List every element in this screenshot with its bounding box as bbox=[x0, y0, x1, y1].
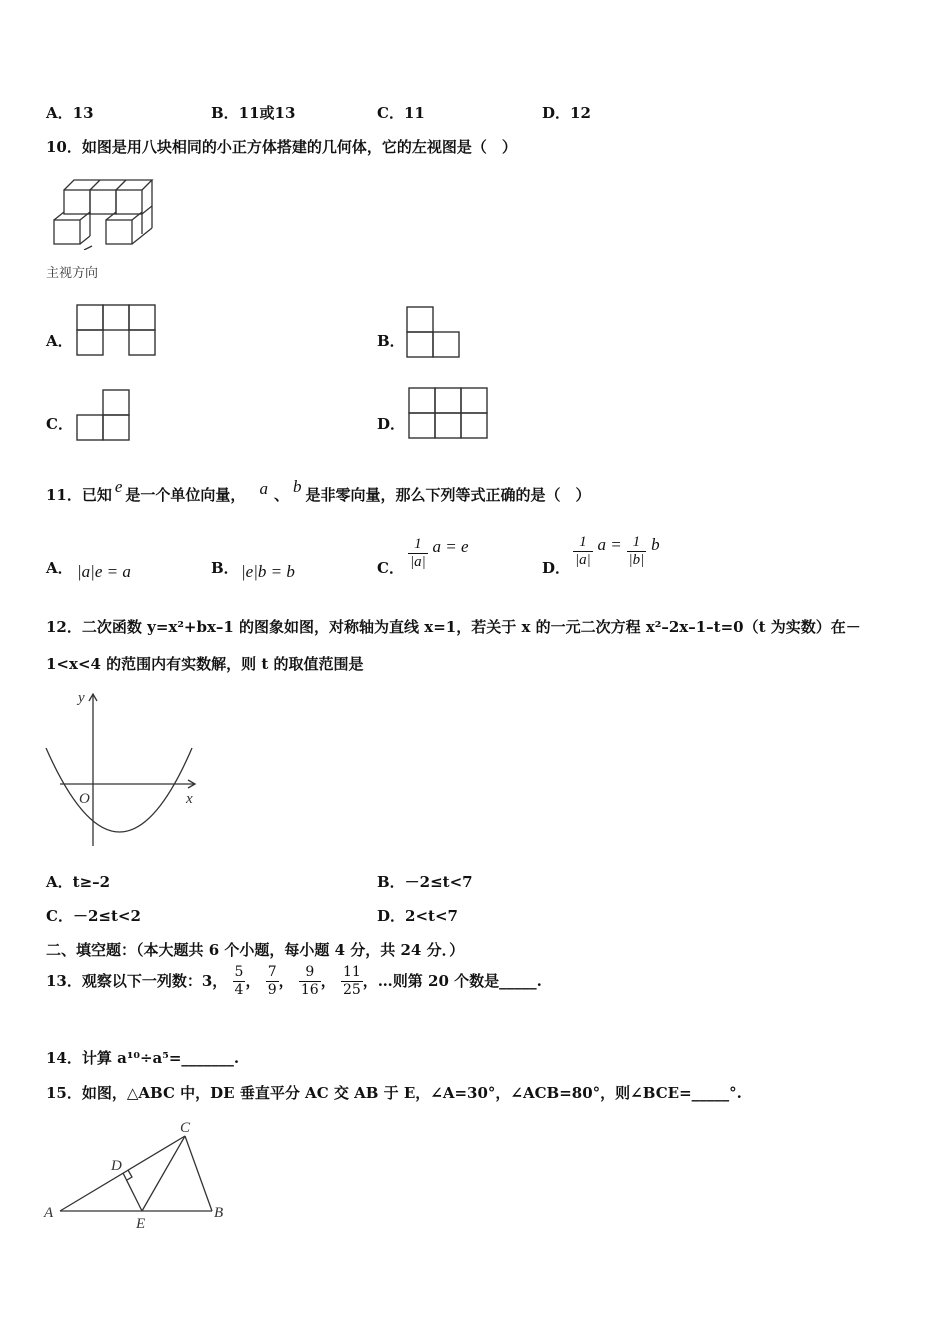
q12-axis-x-label: x bbox=[186, 791, 193, 807]
q10-caption: 主视方向 bbox=[46, 266, 99, 281]
q11-option-b-math: |e|b = b bbox=[241, 562, 295, 581]
q11-option-c-label: C． bbox=[377, 559, 404, 577]
q15-stem: 15．如图，△ABC 中，DE 垂直平分 AC 交 AB 于 E，∠A=30°，∠ACB=80°，则∠BCE=_____°. bbox=[46, 1084, 742, 1102]
q11-stem bbox=[46, 477, 591, 505]
q15-label-b: B bbox=[214, 1205, 224, 1221]
q12-stem-line1: 12．二次函数 y=x²+bx–1 的图象如图，对称轴为直线 x=1，若关于 x 的一元二次方程 x²–2x–1–t=0（t 为实数）在－ bbox=[46, 618, 861, 636]
q11-option-c-fraction bbox=[408, 536, 428, 571]
q13-stem bbox=[46, 964, 542, 999]
q13-fraction-4-num: 11 bbox=[342, 964, 361, 980]
q10-option-c-figure bbox=[76, 389, 132, 443]
q11-stem-suffix: 是非零向量，那么下列等式正确的是（ ） bbox=[305, 486, 591, 504]
q13-fraction-2 bbox=[266, 964, 279, 999]
q13-suffix: ，…则第 20 个数是_____. bbox=[362, 972, 542, 990]
q9-option-c: C．11 bbox=[377, 104, 425, 122]
q11-option-b-label: B． bbox=[211, 559, 239, 577]
q12-option-a: A．t≥–2 bbox=[46, 873, 111, 891]
q13-fraction-2-num: 7 bbox=[267, 964, 277, 980]
q10-option-d-label: D． bbox=[377, 415, 406, 433]
section-heading-fill-in: 二、填空题：（本大题共 6 个小题，每小题 4 分，共 24 分．） bbox=[46, 941, 465, 959]
q11-option-c-math bbox=[408, 536, 469, 571]
q12-stem-line2: 1<x<4 的范围内有实数解，则 t 的取值范围是 bbox=[46, 655, 364, 673]
q11-option-d-fraction-2 bbox=[627, 534, 647, 569]
q13-comma: ， bbox=[320, 972, 336, 990]
q11-option-d-label: D． bbox=[542, 559, 571, 577]
q13-fraction-2-den: 9 bbox=[267, 982, 277, 998]
q11-option-d-mid: a = bbox=[597, 534, 622, 554]
q13-comma: ， bbox=[245, 972, 261, 990]
q13-comma: ， bbox=[278, 972, 294, 990]
q10-option-c-label: C． bbox=[46, 415, 73, 433]
q11-stem-prefix: 11．已知 bbox=[46, 486, 112, 504]
q11-option-d-den1: |a| bbox=[575, 552, 591, 568]
q12-origin-label: O bbox=[79, 791, 90, 807]
q11-var-e: e bbox=[114, 477, 123, 496]
q11-option-d-math bbox=[573, 534, 660, 569]
q14-stem: 14．计算 a¹⁰÷a⁵=_______. bbox=[46, 1049, 240, 1067]
q13-fraction-3-den: 16 bbox=[300, 982, 319, 998]
q10-option-a-label: A． bbox=[46, 332, 73, 350]
q10-option-a-figure bbox=[76, 304, 158, 358]
q11-option-a-label: A． bbox=[46, 559, 73, 577]
q12-option-c: C．－2≤t<2 bbox=[46, 907, 141, 925]
q11-var-a: a bbox=[259, 479, 268, 498]
q11-sep: 、 bbox=[273, 486, 289, 504]
q13-fraction-3-num: 9 bbox=[299, 964, 321, 982]
q11-option-a-math: |a|e = a bbox=[77, 562, 131, 581]
q9-option-d: D．12 bbox=[542, 104, 591, 122]
q15-label-e: E bbox=[136, 1216, 146, 1232]
q11-option-c-num: 1 bbox=[408, 536, 428, 554]
q13-fraction-3 bbox=[299, 964, 321, 999]
q13-fraction-1-num: 5 bbox=[234, 964, 244, 980]
q11-option-d-num1: 1 bbox=[573, 534, 593, 552]
q12-axis-y-label: y bbox=[78, 690, 85, 706]
q11-option-d-den2: |b| bbox=[628, 552, 645, 568]
q11-option-d-fraction-1 bbox=[573, 534, 593, 569]
q10-option-b-figure bbox=[406, 306, 462, 360]
q10-cube-figure bbox=[44, 172, 159, 250]
q10-stem: 10．如图是用八块相同的小正方体搭建的几何体，它的左视图是（ ） bbox=[46, 138, 517, 156]
q9-option-a: A．13 bbox=[46, 104, 94, 122]
q11-stem-mid: 是一个单位向量， bbox=[125, 486, 246, 504]
q13-fraction-4-den: 25 bbox=[342, 982, 361, 998]
q13-fraction-1 bbox=[233, 964, 246, 999]
q12-parabola-graph bbox=[40, 686, 205, 851]
q13-fraction-1-den: 4 bbox=[234, 982, 244, 998]
q10-option-d-figure bbox=[408, 387, 490, 441]
q11-var-b: b bbox=[292, 477, 302, 496]
q11-option-c-den: |a| bbox=[410, 554, 426, 570]
q15-label-d: D bbox=[111, 1158, 122, 1174]
q11-option-d-num2: 1 bbox=[627, 534, 647, 552]
q11-option-d-rest: b bbox=[651, 534, 660, 554]
q13-prefix: 13．观察以下一列数：3， bbox=[46, 972, 228, 990]
q15-label-c: C bbox=[180, 1120, 191, 1136]
q13-fraction-4 bbox=[341, 964, 363, 999]
q12-option-b: B．－2≤t<7 bbox=[377, 873, 473, 891]
q10-option-b-label: B． bbox=[377, 332, 405, 350]
q12-option-d: D．2<t<7 bbox=[377, 907, 458, 925]
q15-label-a: A bbox=[44, 1205, 54, 1221]
q15-triangle-figure bbox=[40, 1116, 240, 1236]
q11-option-c-rest: a = e bbox=[432, 536, 469, 556]
q9-option-b: B．11或13 bbox=[211, 104, 296, 122]
